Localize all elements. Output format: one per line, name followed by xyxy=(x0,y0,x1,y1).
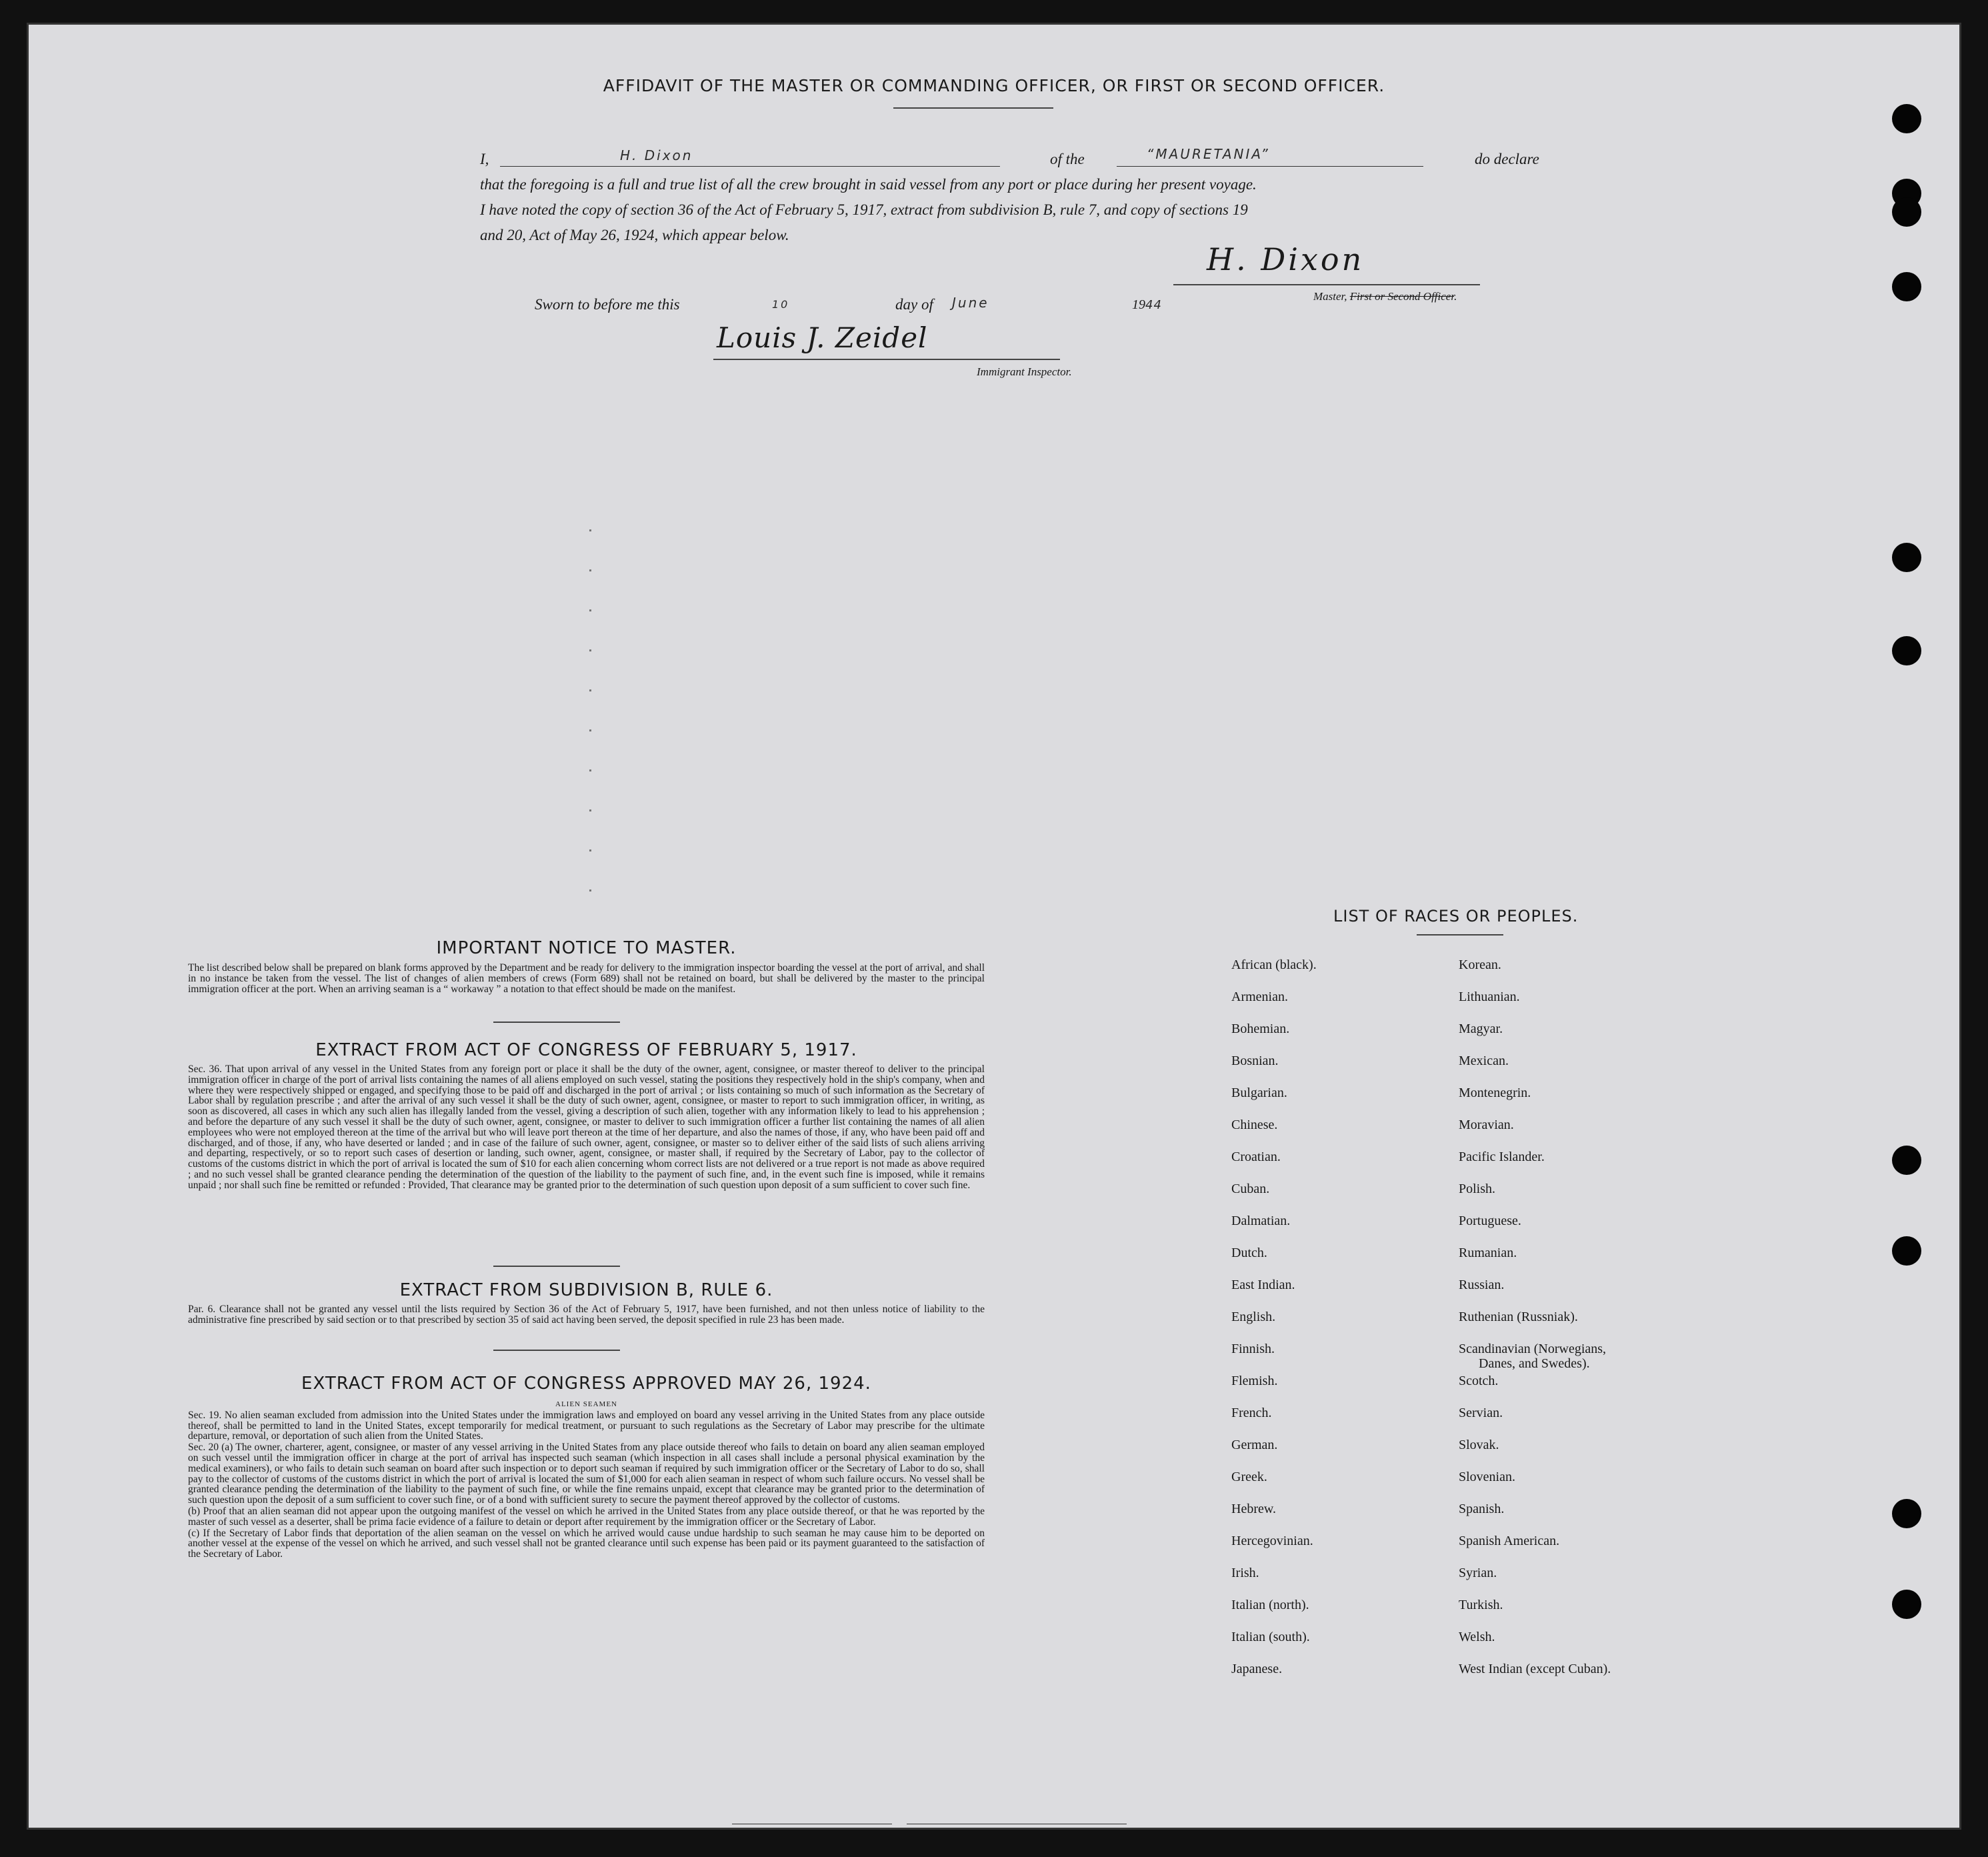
title-underline xyxy=(893,107,1053,109)
race-left: Croatian. xyxy=(1231,1150,1281,1164)
race-right-continuation: Danes, and Swedes). xyxy=(1479,1356,1590,1371)
extract-rule6-title: EXTRACT FROM SUBDIVISION B, RULE 6. xyxy=(399,1280,773,1300)
race-left: Bulgarian. xyxy=(1231,1086,1287,1100)
race-right: Mexican. xyxy=(1459,1054,1509,1068)
race-left: Armenian. xyxy=(1231,990,1288,1004)
race-right: Spanish. xyxy=(1459,1502,1505,1516)
binder-hole xyxy=(1892,1499,1921,1528)
race-left: East Indian. xyxy=(1231,1278,1295,1292)
alien-seamen-subtitle: ALIEN SEAMEN xyxy=(555,1400,617,1408)
sworn-month-handwritten: June xyxy=(952,295,989,311)
do-declare-label: do declare xyxy=(1475,151,1539,167)
sec20a-text: Sec. 20 (a) The owner, charterer, agent, consignee, or master of any vessel arriving in the United States from any place outside thereof who fails to detain on board any alien seaman employed on such vessel until the immigration officer in charge at the port of arrival has inspected such seaman (which inspection in all cases shall include a personal physical examination by the medical examiners), or who fails to detain such seaman on board after such inspection or to deport such seaman if required by such immigration officer or the Secretary of Labor to do so, shall pay to the collector of customs of the customs district in which the port of arrival is located the sum of $1,000 for each alien seaman in respect of whom such failure occurs. No vessel shall be granted clearance pending the determination of the liability to the payment of such fine, or while the fine remains unpaid, except that clearance may be granted prior to the determination of such question upon the deposit of a sum sufficient to cover such fine, or of a bond with sufficient surety to secure the payment thereof approved by the collector of customs. xyxy=(188,1442,985,1506)
race-right: Polish. xyxy=(1459,1182,1496,1196)
extract-rule6-divider xyxy=(493,1350,620,1351)
race-left: Dutch. xyxy=(1231,1246,1267,1260)
inspector-signature: Louis J. Zeidel xyxy=(717,321,928,354)
extract-1917-text: Sec. 36. That upon arrival of any vessel in the United States from any foreign port or place it shall be the duty of the owner, agent, consignee, or master thereof to deliver to the principal immigration officer in charge of the port of arrival lists containing the names of all aliens employed on such vessel, stating the positions they respectively hold in the ship's company, when and where they were respectively shipped or engaged, and specifying those to be paid off and discharged in the port of arrival ; or lists containing so much of such information as the Secretary of Labor shall by regulation prescribe ; and after the arrival of any such vessel it shall be the duty of such owner, agent, consignee, or master to report to such immigration officer, in writing, as soon as discovered, all cases in which any such alien has illegally landed from the vessel, giving a description of such alien, together with any information likely to lead to his apprehension ; and before the departure of any such vessel it shall be the duty of such owner, agent, consignee, or master to deliver to such immigration officer a further list containing the names of all alien employees who were not employed thereon at the time of the arrival but who will leave port thereon at the time of her departure, and also the names of those, if any, who have been paid off and discharged, and of those, if any, who have deserted or landed ; and in case of the failure of such owner, agent, consignee, or master so to deliver either of the said lists of such aliens arriving and departing, respectively, or so to report such cases of desertion or landing, such owner, agent, consignee, or master shall, if required by the Secretary of Labor, pay to the collector of customs of the customs district in which the port of arrival is located the sum of $10 for each alien concerning whom correct lists are not delivered or a true report is not made as above required ; and no such vessel shall be granted clearance pending the determination of the question of the liability to the payment of such fine, and, in the event such fine is imposed, while it remains unpaid ; nor shall such fine be remitted or refunded : Provided, That clearance may be granted prior to the determination of such question upon deposit of a sum sufficient to cover such fine. xyxy=(188,1064,985,1191)
of-the-label: of the xyxy=(1050,151,1085,167)
race-right: Portuguese. xyxy=(1459,1214,1521,1228)
sworn-prefix: Sworn to before me this xyxy=(535,296,680,313)
race-right: Slovenian. xyxy=(1459,1470,1515,1484)
document-page xyxy=(27,23,1961,1830)
affidavit-title: AFFIDAVIT OF THE MASTER OR COMMANDING OFFICER, OR FIRST OR SECOND OFFICER. xyxy=(603,76,1385,95)
sworn-year: 1944 xyxy=(1132,297,1162,312)
declaration-prefix: I, xyxy=(480,151,489,167)
day-of-label: day of xyxy=(895,296,933,313)
name-fill-line xyxy=(500,166,1000,167)
race-left: Italian (south). xyxy=(1231,1630,1310,1644)
race-left: Hercegovinian. xyxy=(1231,1534,1313,1548)
inspector-signature-line xyxy=(713,359,1060,360)
officer-name-handwritten: H. Dixon xyxy=(620,147,693,163)
extract-1924-title: EXTRACT FROM ACT OF CONGRESS APPROVED MAY 26, 1924. xyxy=(301,1374,871,1394)
declaration-line-3: I have noted the copy of section 36 of the Act of February 5, 1917, extract from subdivision B, rule 7, and copy of sections 19 xyxy=(480,201,1248,218)
declaration-line-1 xyxy=(480,147,1573,172)
binder-hole xyxy=(1892,1146,1921,1175)
race-left: Flemish. xyxy=(1231,1374,1278,1388)
race-right: Montenegrin. xyxy=(1459,1086,1531,1100)
race-left: Irish. xyxy=(1231,1566,1259,1580)
race-left: Hebrew. xyxy=(1231,1502,1277,1516)
race-right: Moravian. xyxy=(1459,1118,1514,1132)
race-left: Italian (north). xyxy=(1231,1598,1309,1612)
race-right: Servian. xyxy=(1459,1406,1503,1420)
race-right: Slovak. xyxy=(1459,1438,1499,1452)
race-right: Scotch. xyxy=(1459,1374,1499,1388)
sworn-line xyxy=(535,296,680,313)
notice-divider xyxy=(493,1022,620,1023)
race-right: Magyar. xyxy=(1459,1022,1503,1036)
master-signature-label: Master, First or Second Officer. xyxy=(1313,290,1457,303)
inspector-label: Immigrant Inspector. xyxy=(977,365,1072,378)
race-right: Russian. xyxy=(1459,1278,1505,1292)
race-left: Bosnian. xyxy=(1231,1054,1279,1068)
binder-hole xyxy=(1892,272,1921,301)
race-right: Syrian. xyxy=(1459,1566,1497,1580)
extract-1924-body xyxy=(188,1400,985,1560)
sec20b-text: (b) Proof that an alien seaman did not appear upon the outgoing manifest of the vessel on which he arrived in the United States from any place outside thereof, or that he was reported by the master of such vessel as a deserter, shall be prima facie evidence of a failure to detain or deport after requirement by the immigration officer or the Secretary of Labor. xyxy=(188,1505,985,1528)
declaration-line-4: and 20, Act of May 26, 1924, which appear below. xyxy=(480,227,789,243)
declaration-block xyxy=(480,147,1573,248)
race-left: Bohemian. xyxy=(1231,1022,1290,1036)
race-left: Japanese. xyxy=(1231,1662,1283,1676)
races-title: LIST OF RACES OR PEOPLES. xyxy=(1333,907,1579,925)
races-title-underline xyxy=(1417,934,1503,936)
race-right: Pacific Islander. xyxy=(1459,1150,1545,1164)
master-signature-line xyxy=(1173,284,1480,285)
race-left: Cuban. xyxy=(1231,1182,1270,1196)
race-left: Dalmatian. xyxy=(1231,1214,1291,1228)
race-right: Scandinavian (Norwegians, xyxy=(1459,1342,1607,1356)
race-right: Turkish. xyxy=(1459,1598,1503,1612)
binder-hole xyxy=(1892,104,1921,133)
sworn-day-handwritten: 10 xyxy=(772,298,790,311)
race-left: Chinese. xyxy=(1231,1118,1278,1132)
race-left: English. xyxy=(1231,1310,1276,1324)
race-left: German. xyxy=(1231,1438,1278,1452)
extract-1917-title: EXTRACT FROM ACT OF CONGRESS OF FEBRUARY 5, 1917. xyxy=(315,1040,857,1060)
sec20c-text: (c) If the Secretary of Labor finds that deportation of the alien seaman on the vessel on which he arrived would cause undue hardship to such seaman he may cause him to be deported on another vessel at the expense of the vessel on which he arrived, and such vessel shall not be granted clearance until such expense has been paid or its payment guaranteed to the satisfaction of the Secretary of Labor. xyxy=(188,1527,985,1560)
notice-title: IMPORTANT NOTICE TO MASTER. xyxy=(436,938,737,958)
master-signature: H. Dixon xyxy=(1207,241,1365,277)
notice-text: The list described below shall be prepared on blank forms approved by the Department and be ready for delivery to the immigration inspector boarding the vessel at the port of arrival, and shall in no instance be taken from the vessel. The list of changes of alien members of crews (Form 689) shall not be retained on board, but shall be delivered by the master to the principal immigration officer at the port. When an arriving seaman is a “ workaway ” a notation to that effect should be made on the manifest. xyxy=(188,962,985,995)
binder-hole xyxy=(1892,636,1921,665)
extract-rule6-text: Par. 6. Clearance shall not be granted any vessel until the lists required by Section 36 of the Act of February 5, 1917, have been furnished, and not then unless notice of liability to the administrative fine prescribed by said section or to that prescribed by section 35 of said act having been served, the deposit specified in rule 23 has been made. xyxy=(188,1304,985,1326)
race-right: Spanish American. xyxy=(1459,1534,1560,1548)
race-left: African (black). xyxy=(1231,958,1317,972)
binder-hole xyxy=(1892,197,1921,227)
sec19-text: Sec. 19. No alien seaman excluded from admission into the United States under the immigration laws and employed on board any vessel arriving in the United States from any place outside thereof, shall be permitted to land in the United States, except temporarily for medical treatment, or pursuant to such regulations as the Secretary of Labor may prescribe for the ultimate departure, removal, or deportation of such alien from the United States. xyxy=(188,1409,985,1442)
race-right: Lithuanian. xyxy=(1459,990,1520,1004)
race-right: West Indian (except Cuban). xyxy=(1459,1662,1611,1676)
race-right: Rumanian. xyxy=(1459,1246,1517,1260)
binder-hole xyxy=(1892,1590,1921,1619)
binder-hole xyxy=(1892,1236,1921,1266)
race-left: Finnish. xyxy=(1231,1342,1275,1356)
vessel-name-handwritten: “MAURETANIA” xyxy=(1147,146,1270,162)
race-left: Greek. xyxy=(1231,1470,1267,1484)
race-right: Ruthenian (Russniak). xyxy=(1459,1310,1578,1324)
binder-hole xyxy=(1892,543,1921,572)
extract-1917-divider xyxy=(493,1266,620,1267)
race-right: Korean. xyxy=(1459,958,1501,972)
race-left: French. xyxy=(1231,1406,1272,1420)
declaration-line-2: that the foregoing is a full and true list of all the crew brought in said vessel from any port or place during her present voyage. xyxy=(480,176,1257,193)
race-right: Welsh. xyxy=(1459,1630,1495,1644)
